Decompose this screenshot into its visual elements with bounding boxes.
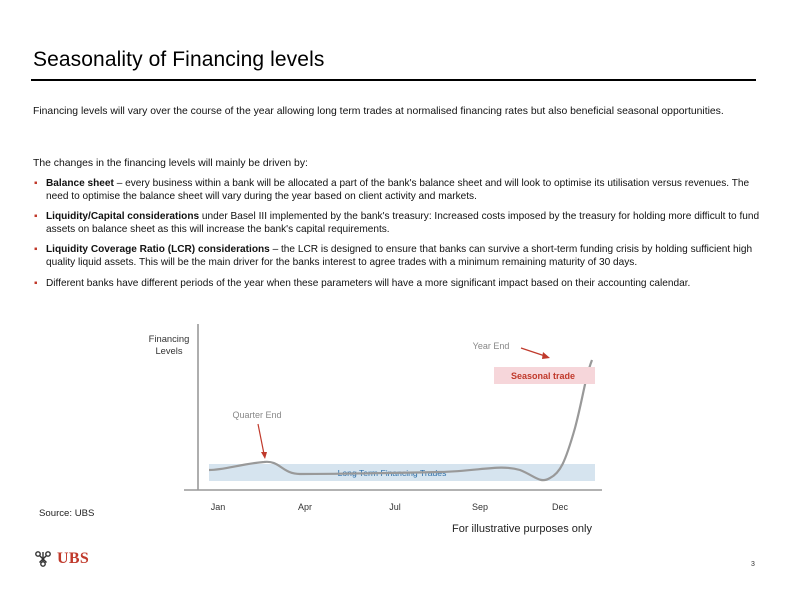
year-end-arrowhead — [542, 352, 550, 359]
list-item — [33, 244, 763, 269]
bullet-icon: ▪ — [34, 178, 38, 189]
quarter-end-arrow — [258, 424, 264, 454]
drivers-intro: The changes in the financing levels will mainly be driven by: — [33, 158, 308, 169]
bullet-heading: Liquidity Coverage Ratio (LCR) considerations — [46, 244, 270, 256]
bullet-text: under Basel III implemented by the bank's treasury: Increased costs imposed by the treasury for holding more difficult to fund assets on balance sheet as this will increase the bank's capital requirements. — [46, 211, 760, 235]
page-title: Seasonality of Financing levels — [33, 48, 325, 71]
quarter-end-label: Quarter End — [232, 410, 282, 420]
y-axis-label-line2: Levels — [155, 345, 183, 356]
bullet-icon: ▪ — [34, 211, 38, 223]
drivers-list — [33, 178, 763, 298]
year-end-label: Year End — [472, 341, 510, 351]
bullet-heading: Balance sheet — [46, 178, 114, 189]
intro-paragraph: Financing levels will vary over the course of the year allowing long term trades at normalised financing rates but also beneficial seasonal opportunities. — [33, 106, 724, 117]
band-label: Long Term Financing Trades — [337, 468, 447, 478]
bullet-text: – the LCR is designed to ensure that banks can survive a short-term funding crisis by holding sufficient high quality liquid assets. This will be the main driver for the banks interest to agree trades with a minimum remaining maturity of 30 days. — [46, 244, 753, 268]
title-divider — [31, 79, 756, 81]
x-tick-label: Dec — [551, 502, 569, 512]
y-axis-label: Financing — [148, 333, 190, 344]
bullet-text: Different banks have different periods of the year when these parameters will have a more significant impact based on their accounting calendar. — [46, 277, 691, 289]
list-item — [33, 211, 763, 236]
bullet-text: – every business within a bank will be allocated a part of the bank's balance sheet and will look to optimise its utilisation versus revenues. The need to optimise the balance sheet will vary during the year based on client activity and markets. — [46, 178, 750, 202]
x-tick-label: Jan — [210, 502, 226, 512]
list-item — [33, 178, 763, 203]
x-tick-label: Jul — [389, 502, 401, 512]
ubs-logo — [33, 550, 89, 568]
financing-levels-diagram — [140, 318, 610, 540]
x-tick-label: Apr — [297, 502, 313, 512]
quarter-end-arrowhead — [261, 452, 267, 459]
year-end-arrow — [521, 348, 545, 356]
bullet-icon: ▪ — [34, 277, 38, 289]
seasonal-trade-label: Seasonal trade — [510, 371, 576, 381]
logo-text: UBS — [57, 550, 90, 567]
bullet-icon: ▪ — [34, 244, 38, 256]
source-note: Source: UBS — [39, 508, 95, 519]
page-number: 3 — [751, 561, 755, 568]
illustrative-caption: For illustrative purposes only — [451, 523, 593, 535]
keys-icon — [33, 550, 53, 568]
list-item — [33, 278, 763, 291]
x-tick-label: Sep — [471, 502, 489, 512]
bullet-heading: Liquidity/Capital considerations — [46, 211, 200, 223]
